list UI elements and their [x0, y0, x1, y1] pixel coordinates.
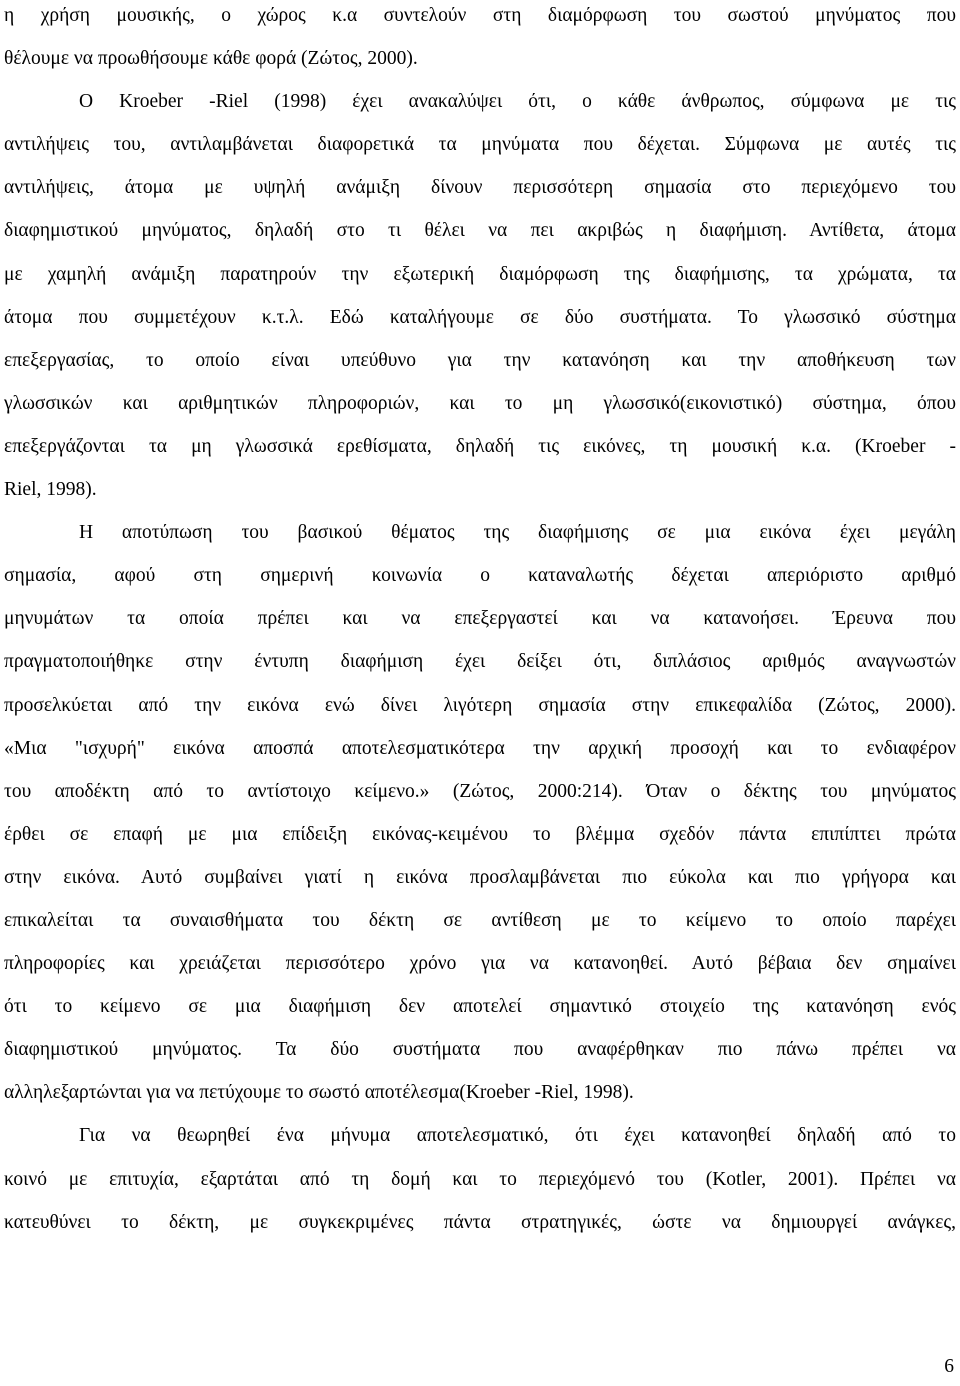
text-line: διαφημιστικού μηνύματος, δηλαδή στο τι θέλει να πει ακριβώς η διαφήμιση. Αντίθετα, άτομα — [4, 220, 956, 242]
text-line: επικαλείται τα συναισθήματα του δέκτη σε αντίθεση με το κείμενο το οποίο παρέχει — [4, 909, 956, 931]
text-line: αντιλήψεις, άτομα με υψηλή ανάμιξη δίνουν περισσότερη σημασία στο περιεχόμενο του — [4, 177, 956, 199]
text-line: ότι το κείμενο σε μια διαφήμιση δεν αποτελεί σημαντικό στοιχείο της κατανόηση ενός — [4, 996, 956, 1018]
text-line: Riel, 1998). — [4, 479, 97, 501]
text-line: Η αποτύπωση του βασικού θέματος της διαφήμισης σε μια εικόνα έχει μεγάλη — [79, 522, 956, 544]
text-line: επεξεργασίας, το οποίο είναι υπεύθυνο για την κατανόηση και την αποθήκευση των — [4, 349, 956, 371]
text-line: στην εικόνα. Αυτό συμβαίνει γιατί η εικόνα προσλαμβάνεται πιο εύκολα και πιο γρήγορα και — [4, 866, 956, 888]
text-line: επεξεργάζονται τα μη γλωσσικά ερεθίσματα, δηλαδή τις εικόνες, τη μουσική κ.α. (Kroeber - — [4, 435, 956, 457]
text-line: διαφημιστικού μηνύματος. Τα δύο συστήματα που αναφέρθηκαν πιο πάνω πρέπει να — [4, 1039, 956, 1061]
paragraph-kroeber — [4, 80, 956, 511]
text-line: μηνυμάτων τα οποία πρέπει και να επεξεργαστεί και να κατανοήσει. Έρευνα που — [4, 608, 956, 630]
text-line: άτομα που συμμετέχουν κ.τ.λ. Εδώ καταλήγουμε σε δύο συστήματα. Το γλωσσικό σύστημα — [4, 306, 956, 328]
text-line: έρθει σε επαφή με μια επίδειξη εικόνας-κειμένου το βλέμμα σχεδόν πάντα επιπίπτει πρώτα — [4, 823, 956, 845]
text-line: γλωσσικών και αριθμητικών πληροφοριών, και το μη γλωσσικό(εικονιστικό) σύστημα, όπου — [4, 392, 956, 414]
text-line: προσελκύεται από την εικόνα ενώ δίνει λιγότερη σημασία στην επικεφαλίδα (Ζώτος, 2000). — [4, 694, 956, 716]
paragraph-continuation — [4, 0, 956, 80]
text-line: πραγματοποιήθηκε στην έντυπη διαφήμιση έχει δείξει ότι, διπλάσιος αριθμός αναγνωστών — [4, 651, 956, 673]
text-line: κοινό με επιτυχία, εξαρτάται από τη δομή και το περιεχόμενό του (Kotler, 2001). Πρέπει να — [4, 1168, 956, 1190]
text-line: σημασία, αφού στη σημερινή κοινωνία ο καταναλωτής δέχεται απεριόριστο αριθμό — [4, 565, 956, 587]
paragraph-image-theme — [4, 511, 956, 1114]
text-line: «Μια "ισχυρή" εικόνα αποσπά αποτελεσματικότερα την αρχική προσοχή και το ενδιαφέρον — [4, 737, 956, 759]
text-line: η χρήση μουσικής, ο χώρος κ.α συντελούν στη διαμόρφωση του σωστού μηνύματος που — [4, 5, 956, 26]
text-line: με χαμηλή ανάμιξη παρατηρούν την εξωτερική διαμόρφωση της διαφήμισης, τα χρώματα, τα — [4, 263, 956, 285]
page-number: 6 — [944, 1356, 954, 1377]
text-line: θέλουμε να προωθήσουμε κάθε φορά (Ζώτος, 2000). — [4, 48, 418, 70]
paragraph-kotler — [4, 1114, 956, 1243]
text-line: Ο Kroeber -Riel (1998) έχει ανακαλύψει ότι, ο κάθε άνθρωπος, σύμφωνα με τις — [79, 91, 956, 113]
text-line: αλληλεξαρτώνται για να πετύχουμε το σωστό αποτέλεσμα(Kroeber -Riel, 1998). — [4, 1082, 634, 1104]
text-line: του αποδέκτη από το αντίστοιχο κείμενο.» (Ζώτος, 2000:214). Όταν ο δέκτης του μηνύματος — [4, 780, 956, 802]
text-line: Για να θεωρηθεί ένα μήνυμα αποτελεσματικό, ότι έχει κατανοηθεί δηλαδή από το — [79, 1125, 956, 1147]
text-line: πληροφορίες και χρειάζεται περισσότερο χρόνο για να κατανοηθεί. Αυτό βέβαια δεν σημαίνει — [4, 953, 956, 975]
body-text — [4, 0, 956, 1244]
text-line: αντιλήψεις του, αντιλαμβάνεται διαφορετικά τα μηνύματα που δέχεται. Σύμφωνα με αυτές τις — [4, 134, 956, 156]
text-line: κατευθύνει το δέκτη, με συγκεκριμένες πάντα στρατηγικές, ώστε να δημιουργεί ανάγκες, — [4, 1211, 956, 1233]
